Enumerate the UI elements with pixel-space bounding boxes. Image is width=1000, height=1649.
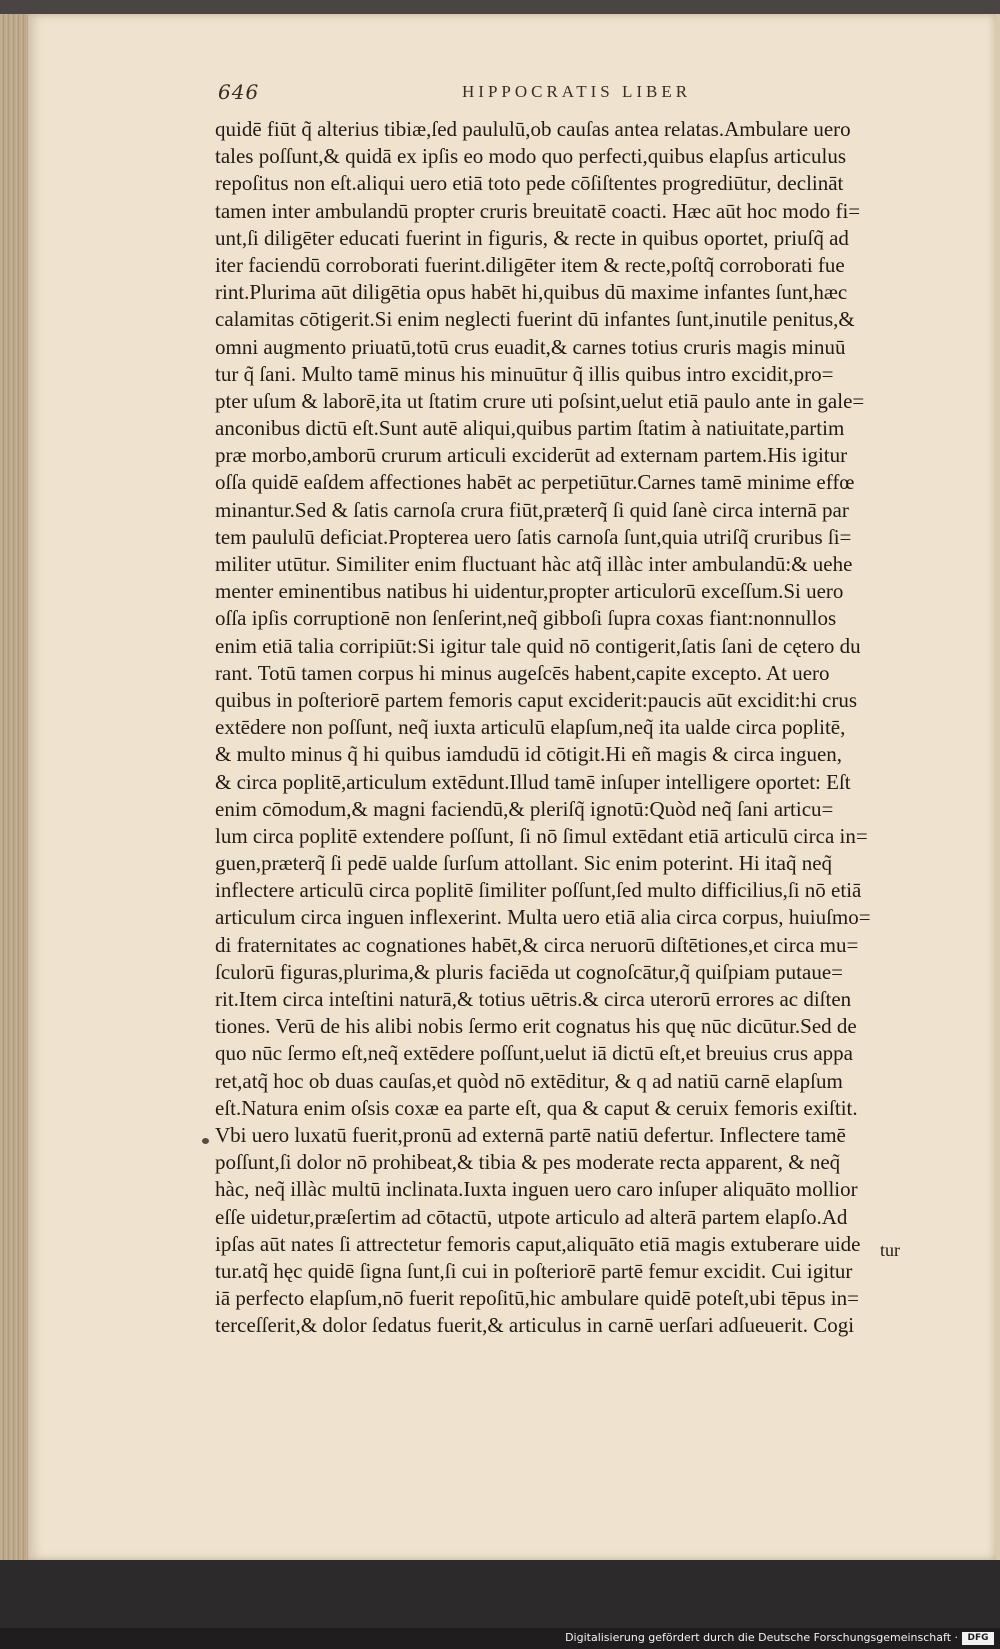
text-line: pter uſum & laborē,ita ut ſtatim crure uti poſsint,uelut etiā paulo ante in gale= bbox=[215, 388, 865, 413]
text-line: & circa poplitē,articulum extēdunt.Illud tamē inſuper intelligere oportet: Eſt bbox=[215, 769, 851, 794]
text-line: præ morbo,amborū crurum articuli exciderūt ad externam partem.His igitur bbox=[215, 443, 848, 468]
text-line: tales poſſunt,& quidā ex ipſis eo modo quo perfecti,quibus elapſus articulus bbox=[215, 144, 847, 169]
text-line: tem paululū deficiat.Propterea uero ſatis carnoſa ſunt,quia utriſq̃ cruribus ſi= bbox=[215, 524, 852, 549]
text-line: rit.Item circa inteſtini naturā,& totius uētris.& circa uterorū errores ac diſten bbox=[215, 987, 852, 1011]
text-line: Vbi uero luxatū fuerit,pronū ad externā partē natiū defertur. Inflectere tamē bbox=[215, 1122, 846, 1147]
text-line: tiones. Verū de his alibi nobis ſermo erit cognatus his quę nūc dicūtur.Sed de bbox=[215, 1014, 857, 1039]
body-text bbox=[215, 116, 895, 1339]
text-line: iter faciendū corroborati fuerint.diligēter item & recte,poſtq̃ corroborati fue bbox=[215, 252, 845, 277]
text-line: militer utūtur. Similiter enim fluctuant hàc atq̃ illàc inter ambulandū:& uehe bbox=[215, 552, 853, 576]
text-line: ſculorū figuras,plurima,& pluris faciēda ut cognoſcātur,q̃ quiſpiam putaue= bbox=[215, 959, 843, 984]
text-line: menter eminentibus natibus hi uidentur,propter articulorū exceſſum.Si uero bbox=[215, 579, 844, 604]
text-line: guen,præterq̃ ſi pedē ualde ſurſum attollant. Sic enim poterint. Hi itaq̃ neq̃ bbox=[215, 851, 833, 876]
text-line: poſſunt,ſi dolor nō prohibeat,& tibia & pes moderate recta apparent, & neq̃ bbox=[215, 1150, 841, 1175]
book-top-edge bbox=[0, 0, 1000, 14]
text-line: anconibus dictū eſt.Sunt autē aliqui,quibus partim ſtatim à natiuitate,partim bbox=[215, 416, 845, 441]
catchword: tur bbox=[880, 1240, 900, 1260]
text-line: articulum circa inguen inflexerint. Multa uero etiā alia circa corpus, huiuſmo= bbox=[215, 905, 871, 930]
text-line: rint.Plurima aūt diligētia opus habēt hi,quibus dū maxime infantes ſunt,hæc bbox=[215, 280, 848, 305]
text-line: enim etiā talia corripiūt:Si igitur tale quid nō contigerit,ſatis ſani de cętero du bbox=[215, 633, 861, 658]
running-title: HIPPOCRATIS LIBER bbox=[462, 82, 692, 101]
text-line: di fraternitates ac cognationes habēt,& circa neruorū diſtētiones,et circa mu= bbox=[215, 932, 859, 957]
text-line: minantur.Sed & ſatis carnoſa crura fiūt,præterq̃ ſi quid ſanè circa internā par bbox=[215, 497, 849, 522]
text-line: hàc, neq̃ illàc multū inclinata.Iuxta inguen uero caro inſuper aliquāto mollior bbox=[215, 1177, 858, 1202]
footer-credit: Digitalisierung gefördert durch die Deutsche Forschungsgemeinschaft · bbox=[565, 1631, 958, 1644]
dfg-logo: DFG bbox=[962, 1632, 994, 1645]
text-line: eſſe uidetur,præſertim ad cōtactū, utpote articulo ad alterā partem elapſo.Ad bbox=[215, 1204, 848, 1229]
text-line: repoſitus non eſt.aliqui uero etiā toto pede cōſiſtentes progrediūtur, declināt bbox=[215, 171, 844, 196]
text-line: oſſa ipſis corruptionē non ſenſerint,neq̃ gibboſi ſupra coxas fiant:nonnullos bbox=[215, 606, 837, 631]
text-line: & multo minus q̃ hi quibus iamdudū id cōtigit.Hi eñ magis & circa inguen, bbox=[215, 742, 843, 767]
text-line: calamitas cōtigerit.Si enim neglecti fuerint dū infantes ſunt,inutile penitus,& bbox=[215, 307, 855, 332]
text-line: rant. Totū tamen corpus hi minus augeſcēs habent,capite excepto. At uero bbox=[215, 660, 830, 685]
page-number: 646 bbox=[218, 80, 260, 104]
text-line: eſt.Natura enim oſsis coxæ ea parte eſt, qua & caput & ceruix femoris exiſtit. bbox=[215, 1095, 858, 1120]
text-line: tur.atq̃ hęc quidē ſigna ſunt,ſi cui in poſteriorē partē femur excidit. Cui igitur bbox=[215, 1258, 853, 1283]
text-line: tamen inter ambulandū propter cruris breuitatē coacti. Hæc aūt hoc modo fi= bbox=[215, 198, 861, 223]
text-line: enim cōmodum,& magni faciendū,& pleriſq̃ ignotū:Quòd neq̃ ſani articu= bbox=[215, 796, 834, 821]
text-line: lum circa poplitē extendere poſſunt, ſi nō ſimul extēdant etiā articulū circa in= bbox=[215, 823, 868, 848]
text-line: inflectere articulū circa poplitē ſimiliter poſſunt,ſed multo difficilius,ſi nō etiā bbox=[215, 878, 862, 903]
text-line: ipſas aūt nates ſi attrectetur femoris caput,aliquāto etiā magis extuberare uide bbox=[215, 1231, 861, 1256]
text-line: terceſſerit,& dolor ſedatus fuerit,& articulus in carnē uerſari adſueuerit. Cogi bbox=[215, 1313, 855, 1338]
text-line: extēdere non poſſunt, neq̃ iuxta articulū elapſum,neq̃ ita ualde circa poplitē, bbox=[215, 715, 846, 740]
page-header bbox=[218, 80, 738, 106]
ink-spot bbox=[202, 1138, 209, 1144]
text-line: quidē fiūt q̃ alterius tibiæ,ſed paululū,ob cauſas antea relatas.Ambulare uero bbox=[215, 117, 851, 141]
text-line: iā perfecto elapſum,nō fuerit repoſitū,hic ambulare quidē poteſt,ubi tēpus in= bbox=[215, 1286, 859, 1311]
text-line: tur q̃ ſani. Multo tamē minus his minuūtur q̃ illis quibus intro excidit,pro= bbox=[215, 361, 834, 386]
text-line: quo nūc ſermo eſt,neq̃ extēdere poſſunt,uelut iā dictū eſt,et breuius crus appa bbox=[215, 1041, 853, 1066]
text-line: omni augmento priuatū,totū crus euadit,& carnes totius cruris magis minuū bbox=[215, 334, 846, 359]
text-line: quibus in poſteriorē partem femoris caput exciderit:paucis aūt excidit:hi crus bbox=[215, 687, 858, 712]
text-line: unt,ſi diligēter educati fuerint in figuris, & recte in quibus oportet, priuſq̃ ad bbox=[215, 225, 849, 250]
text-line: ret,atq̃ hoc ob duas cauſas,et quòd nō extēditur, & q ad natiū carnē elapſum bbox=[215, 1068, 843, 1093]
text-line: oſſa quidē eaſdem affectiones habēt ac perpetiūtur.Carnes tamē minime effœ bbox=[215, 470, 855, 495]
